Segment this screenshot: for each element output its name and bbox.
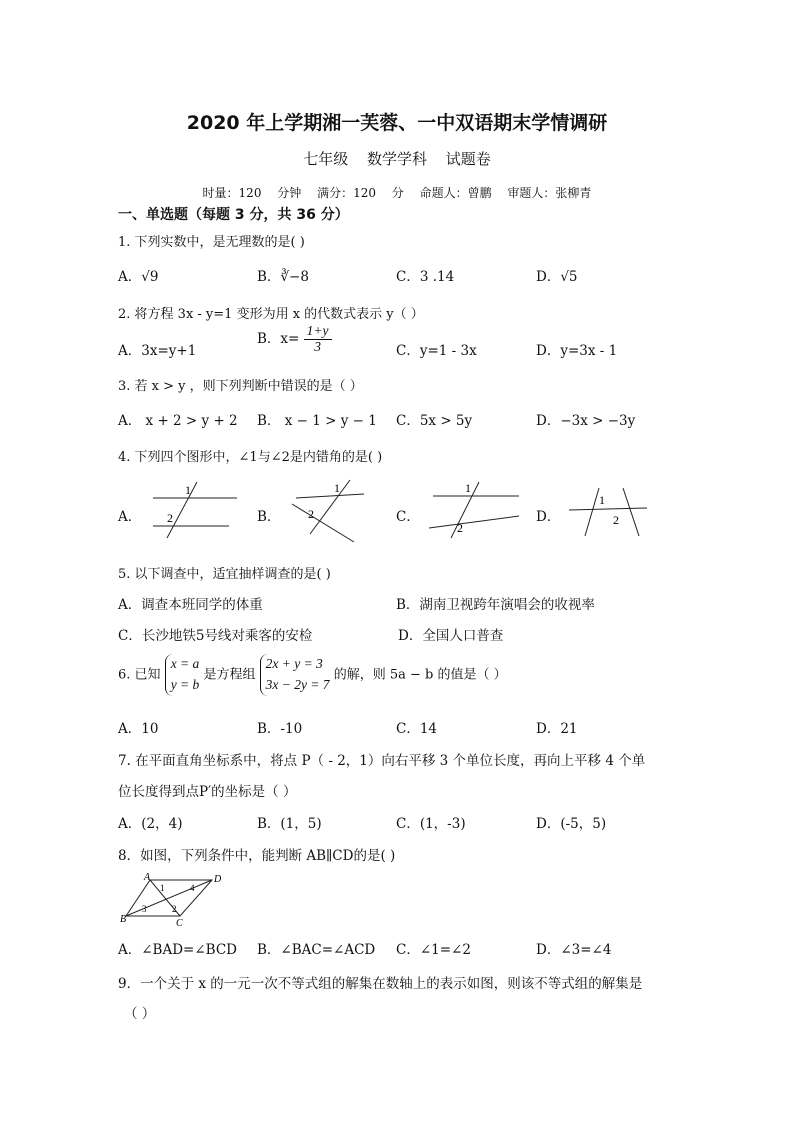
q1-option-b: B．∛−8 [257, 269, 309, 285]
q1-option-c: C．3 .14 [396, 269, 455, 285]
q4-stem: 4. 下列四个图形中，∠1与∠2是内错角的是( ) [118, 450, 383, 465]
q2-fraction-numerator: 1+y [304, 324, 332, 340]
q6-system-equations [260, 654, 330, 696]
q4c-label-2: 2 [457, 521, 463, 535]
q8-angle-3: 3 [142, 904, 147, 914]
q4-figure-d [565, 484, 650, 540]
q8-label-A: A [144, 872, 151, 883]
q8-stem: 8．如图，下列条件中，能判断 AB∥CD的是( ) [118, 848, 396, 864]
q7-stem-line1: 7. 在平面直角坐标系中，将点 P（ - 2，1）向右平移 3 个单位长度，再向上平移 4 个单 [118, 753, 646, 769]
q4-figure-a [145, 478, 245, 540]
q4-option-a: A． [118, 509, 142, 525]
q8-angle-1: 1 [160, 883, 165, 893]
q5-option-b: B．湖南卫视跨年演唱会的收视率 [396, 597, 595, 613]
q3-option-d: D．−3x > −3y [536, 413, 636, 429]
q2-option-d: D．y=3x - 1 [536, 343, 618, 359]
q8-angle-4: 4 [190, 883, 195, 893]
q8-label-C: C [176, 918, 183, 928]
q8-label-D: D [214, 874, 222, 885]
q6-suffix: 的解，则 5a − b 的值是（ ） [333, 667, 507, 683]
q7-option-c: C．(1，-3) [396, 816, 466, 832]
q3-option-a: A． x + 2 > y + 2 [118, 413, 238, 429]
q2-option-b-prefix: B．x= [257, 330, 300, 347]
q7-stem-line2: 位长度得到点P′的坐标是（ ） [118, 784, 297, 800]
q8-angle-2: 2 [172, 904, 177, 914]
q4-option-c: C． [396, 509, 420, 525]
q4-option-d: D． [536, 509, 561, 525]
q4a-label-1: 1 [185, 483, 191, 497]
exam-title: 2020 年上学期湘一芙蓉、一中双语期末学情调研 [186, 112, 608, 134]
q5-stem: 5. 以下调查中，适宜抽样调查的是( ) [118, 567, 331, 582]
q4d-label-1: 1 [599, 493, 605, 507]
q6-option-b: B．-10 [257, 721, 303, 737]
q4d-label-2: 2 [613, 513, 619, 527]
q6-sys1-row1: x = a [170, 656, 200, 671]
q7-option-b: B．(1，5) [257, 816, 322, 832]
q8-option-d: D．∠3=∠4 [536, 942, 612, 958]
q2-option-a: A．3x=y+1 [118, 343, 197, 359]
q6-middle: 是方程组 [203, 667, 256, 683]
section-title: 一、单选题（每题 3 分，共 36 分） [118, 207, 349, 223]
q3-option-c: C．5x > 5y [396, 413, 473, 429]
q5-option-a: A．调查本班同学的体重 [118, 597, 263, 613]
q1-option-d: D．√5 [536, 269, 578, 285]
q9-stem-line1: 9．一个关于 x 的一元一次不等式组的解集在数轴上的表示如图，则该不等式组的解集是 [118, 976, 643, 992]
q6-sys2-row2: 3x − 2y = 7 [265, 676, 330, 692]
q6-option-a: A．10 [118, 721, 159, 737]
q2-fraction-denominator: 3 [314, 338, 321, 354]
q5-option-c: C．长沙地铁5号线对乘客的安检 [118, 628, 313, 644]
q4-figure-b [288, 476, 368, 544]
q4a-label-2: 2 [167, 511, 173, 525]
q2-option-c: C．y=1 - 3x [396, 343, 477, 359]
q8-option-a: A．∠BAD=∠BCD [118, 942, 238, 958]
q2-stem: 2. 将方程 3x - y=1 变形为用 x 的代数式表示 y（ ） [118, 307, 424, 322]
q4b-label-1: 1 [334, 481, 340, 495]
q4b-label-2: 2 [308, 507, 314, 521]
q1-stem: 1. 下列实数中，是无理数的是( ) [118, 235, 305, 250]
q8-option-c: C．∠1=∠2 [396, 942, 471, 958]
q6-option-c: C．14 [396, 721, 438, 737]
q4-figure-c [425, 480, 525, 540]
exam-subtitle: 七年级 数学学科 试题卷 [303, 150, 491, 168]
q9-stem-line2: （ ） [124, 1006, 156, 1022]
q8-label-B: B [120, 914, 127, 925]
q7-option-a: A．(2，4) [118, 816, 183, 832]
q1-option-a: A．√9 [118, 269, 159, 285]
q6-stem [118, 654, 507, 696]
q2-option-b [257, 324, 332, 355]
q4c-label-1: 1 [465, 481, 471, 495]
q6-prefix: 6. 已知 [118, 667, 161, 683]
q6-sys2-row1: 2x + y = 3 [265, 656, 323, 671]
exam-meta: 时量：120 分钟 满分：120 分 命题人：曾鹏 审题人：张柳青 [202, 186, 592, 200]
q6-option-d: D．21 [536, 721, 578, 737]
q3-option-b: B． x − 1 > y − 1 [257, 413, 377, 429]
q6-system-solution [165, 654, 200, 696]
q3-stem: 3. 若 x > y ，则下列判断中错误的是（ ） [118, 379, 363, 394]
q5-option-d: D．全国人口普查 [398, 628, 504, 644]
q2-option-b-fraction [304, 324, 332, 355]
q6-sys1-row2: y = b [170, 676, 200, 692]
q7-option-d: D．(-5，5) [536, 816, 607, 832]
q8-figure-parallelogram [118, 870, 230, 928]
q8-option-b: B．∠BAC=∠ACD [257, 942, 376, 958]
q4-option-b: B． [257, 509, 281, 525]
